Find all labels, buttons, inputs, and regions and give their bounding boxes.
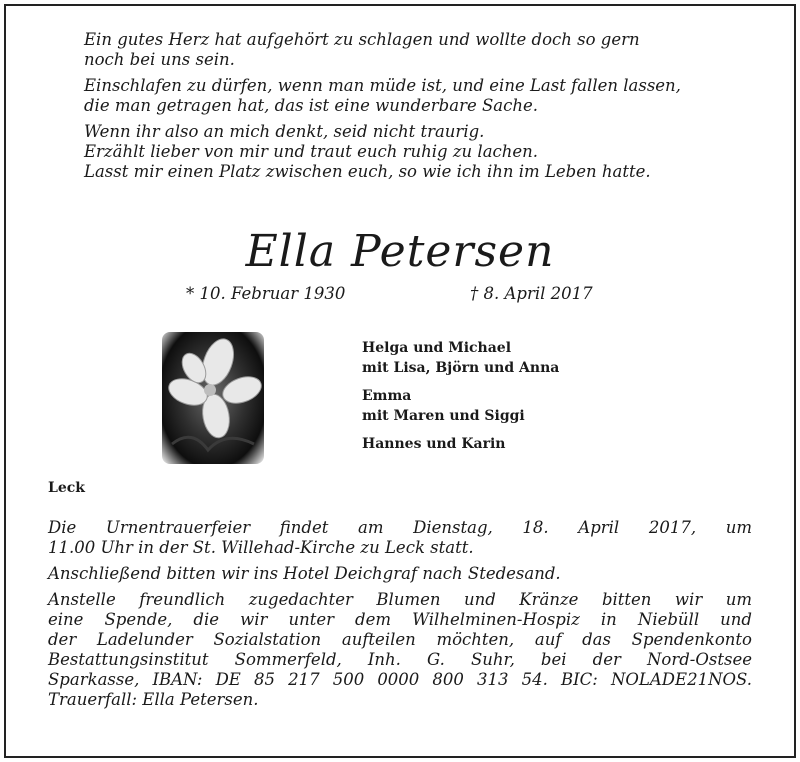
family-group (362, 386, 559, 426)
family-line: Helga und Michael (362, 340, 512, 356)
family-line: mit Lisa, Björn und Anna (362, 360, 560, 376)
poem-line: Ein gutes Herz hat aufgehört zu schlagen und wollte doch so gern (84, 30, 640, 49)
notes-line: Die Urnentrauerfeier findet am Dienstag, 18. April 2017, um (48, 518, 752, 537)
funeral-notes (48, 518, 752, 716)
notes-line: Anschließend bitten wir ins Hotel Deichgraf nach Stedesand. (48, 564, 561, 583)
poem-line: die man getragen hat, das ist eine wunderbare Sache. (84, 96, 538, 115)
place-name: Leck (48, 480, 85, 496)
poem-line: Erzählt lieber von mir und traut euch ruhig zu lachen. (84, 142, 539, 161)
family-group (362, 434, 559, 454)
notes-line: Sparkasse, IBAN: DE 85 217 500 0000 800 313 54. BIC: NOLADE21NOS. (48, 670, 752, 689)
notes-line: 11.00 Uhr in der St. Willehad-Kirche zu Leck statt. (48, 538, 474, 557)
deceased-name: Ella Petersen (245, 226, 555, 277)
flower-photo (162, 332, 264, 464)
poem-stanza (84, 30, 764, 70)
death-date: † 8. April 2017 (470, 284, 593, 303)
poem-line: Wenn ihr also an mich denkt, seid nicht traurig. (84, 122, 485, 141)
family-line: Hannes und Karin (362, 436, 506, 452)
flower-icon (162, 332, 264, 464)
family-line: mit Maren und Siggi (362, 408, 525, 424)
notes-paragraph (48, 518, 752, 558)
notes-paragraph (48, 564, 752, 584)
poem (84, 30, 764, 188)
poem-stanza (84, 76, 764, 116)
family-group (362, 338, 559, 378)
family-list (362, 338, 559, 462)
birth-date: * 10. Februar 1930 (186, 284, 346, 303)
poem-line: noch bei uns sein. (84, 50, 235, 69)
notes-paragraph (48, 590, 752, 710)
notes-line: Trauerfall: Ella Petersen. (48, 690, 259, 709)
poem-line: Einschlafen zu dürfen, wenn man müde ist, und eine Last fallen lassen, (84, 76, 681, 95)
family-line: Emma (362, 388, 412, 404)
notes-line: eine Spende, die wir unter dem Wilhelminen-Hospiz in Niebüll und (48, 610, 752, 629)
notes-line: Bestattungsinstitut Sommerfeld, Inh. G. Suhr, bei der Nord-Ostsee (48, 650, 752, 669)
poem-stanza (84, 122, 764, 182)
notes-line: der Ladelunder Sozialstation aufteilen möchten, auf das Spendenkonto (48, 630, 752, 649)
poem-line: Lasst mir einen Platz zwischen euch, so wie ich ihn im Leben hatte. (84, 162, 651, 181)
notes-line: Anstelle freundlich zugedachter Blumen und Kränze bitten wir um (48, 590, 752, 609)
